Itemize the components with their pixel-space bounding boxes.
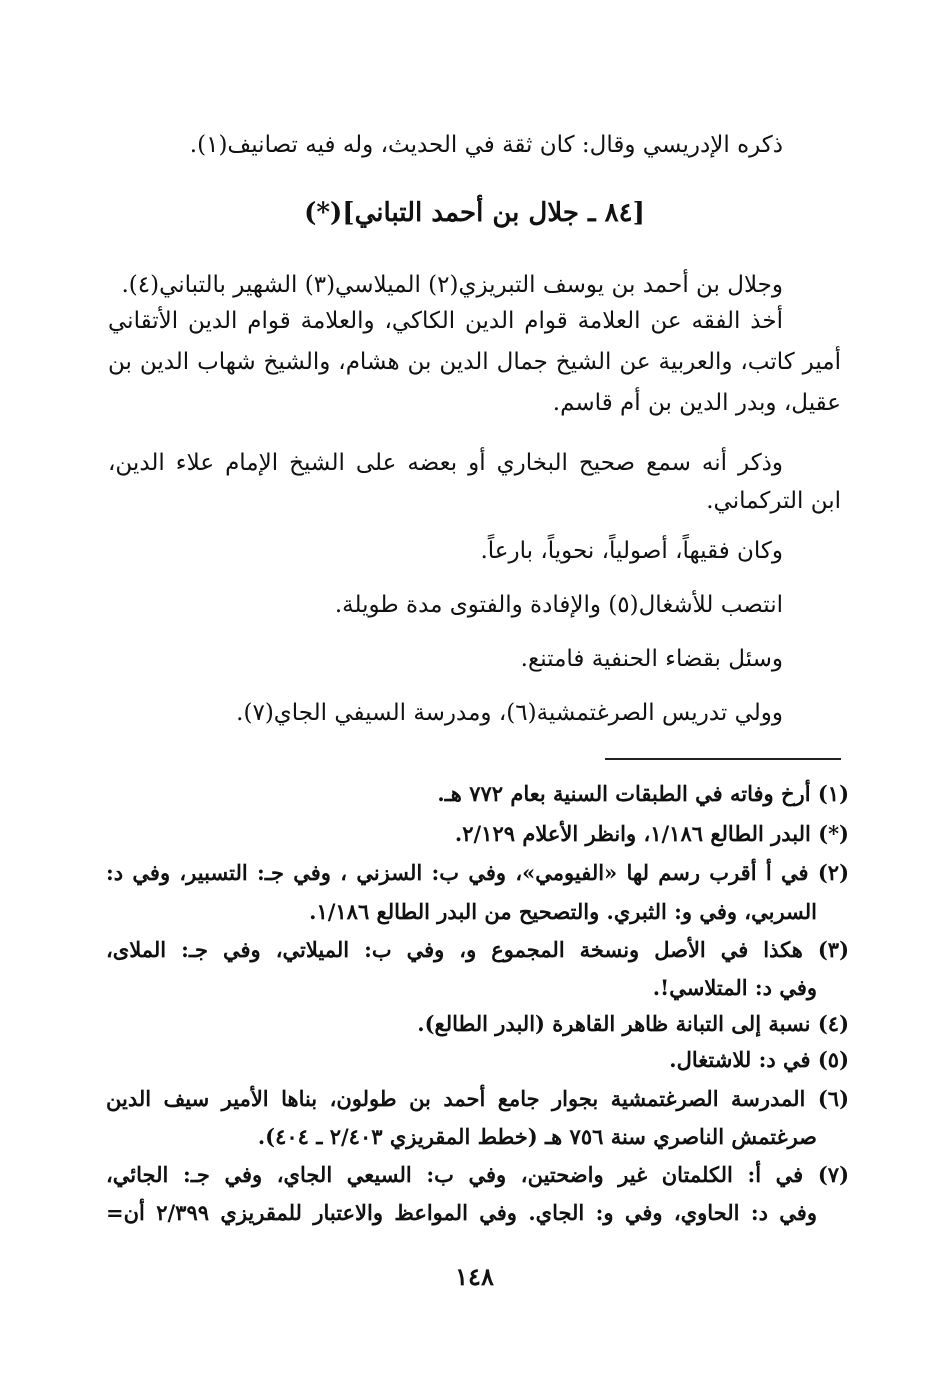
footnote: (٦) المدرسة الصرغتمشية بجوار جامع أحمد بن طولون، بناها الأمير سيف الدين [106, 1086, 849, 1111]
footnote: (*) البدر الطالع ١/١٨٦، وانظر الأعلام ٢/١٢٩. [454, 821, 849, 846]
paragraph-line: وذكر أنه سمع صحيح البخاري أو بعضه على الشيخ الإمام علاء الدين، [108, 450, 783, 476]
footnote-continuation: صرغتمش الناصري سنة ٧٥٦ هـ (خطط المقريزي ٢/٤٠٣ ـ ٤٠٤). [257, 1124, 817, 1149]
intro-line: ذكره الإدريسي وقال: كان ثقة في الحديث، وله فيه تصانيف(١). [189, 132, 783, 158]
paragraph-line: أخذ الفقه عن العلامة قوام الدين الكاكي، والعلامة قوام الدين الأتقاني [108, 308, 783, 334]
paragraph-line: ابن التركماني. [706, 488, 841, 514]
paragraph-line: وجلال بن أحمد بن يوسف التبريزي(٢) الميلاسي(٣) الشهير بالتباني(٤). [121, 272, 783, 298]
paragraph-line: عقيل، وبدر الدين بن أم قاسم. [552, 390, 841, 416]
footnote-continuation: السربي، وفي و: الثبري. والتصحيح من البدر الطالع ١/١٨٦. [309, 899, 817, 924]
footnote: (٤) نسبة إلى التبانة ظاهر القاهرة (البدر الطالع). [417, 1011, 849, 1036]
page-number: ١٤٨ [455, 1262, 494, 1291]
paragraph-line: وولي تدريس الصرغتمشية(٦)، ومدرسة السيفي الجاي(٧). [236, 700, 783, 726]
paragraph-line: وسئل بقضاء الحنفية فامتنع. [520, 646, 783, 672]
entry-heading: [٨٤ ـ جلال بن أحمد التباني](*) [304, 198, 645, 228]
paragraph-line: انتصب للأشغال(٥) والإفادة والفتوى مدة طويلة. [334, 592, 783, 618]
footnote: (٥) في د: للاشتغال. [669, 1047, 849, 1072]
footnote-continuation: وفي د: الحاوي، وفي و: الجاي. وفي المواعظ والاعتبار للمقريزي ٢/٣٩٩ أن= [106, 1200, 817, 1225]
footnote: (٣) هكذا في الأصل ونسخة المجموع و، وفي ب: الميلاتي، وفي جـ: الملاى، [106, 937, 849, 962]
footnote-separator [605, 758, 841, 760]
footnote: (٧) في أ: الكلمتان غير واضحتين، وفي ب: السيعي الجاي، وفي جـ: الجائي، [106, 1162, 849, 1187]
footnote: (٢) في أ أقرب رسم لها «الفيومي»، وفي ب: السزني ، وفي جـ: التسبير، وفي د: [106, 860, 849, 885]
footnote: (١) أرخ وفاته في الطبقات السنية بعام ٧٧٢ هـ. [437, 781, 849, 806]
footnote-continuation: وفي د: المتلاسي!. [652, 975, 817, 1000]
paragraph-line: أمير كاتب، والعربية عن الشيخ جمال الدين بن هشام، والشيخ شهاب الدين بن [108, 349, 841, 375]
paragraph-line: وكان فقيهاً، أصولياً، نحوياً، بارعاً. [480, 538, 783, 564]
